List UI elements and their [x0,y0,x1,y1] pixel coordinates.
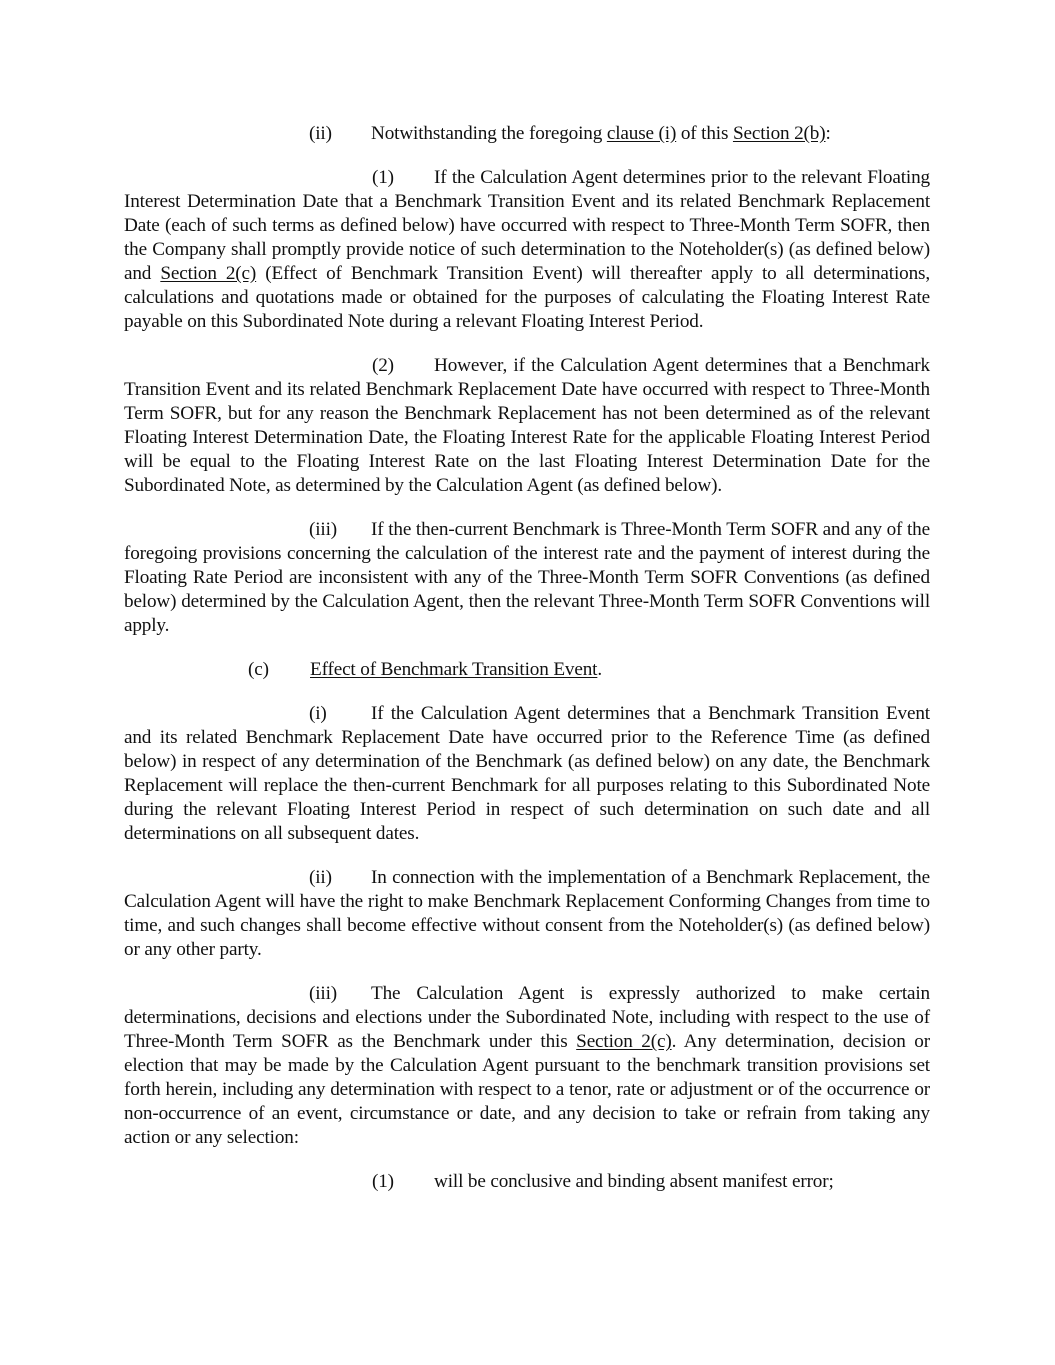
document-page [124,122,930,1194]
clause-marker: (c) [248,659,269,680]
clause-marker: (1) [372,167,394,188]
paragraph-c-iii: (iii) The Calculation Agent is expressly authorized to make certain determinations, decisions and elections under the Subordinated Note, including with respect to the use of Three-Month Term SOFR as the Benchmark under this Section 2(c). Any determination, decision or election that may be made by the Calculation Agent pursuant to the benchmark transition provisions set forth herein, including any determination with respect to a tenor, rate or adjustment or of the occurrence or non-occurrence of an event, circumstance or date, and any decision to take or refrain from taking any action or any selection: [124,983,930,1148]
clause-marker: (ii) [309,867,332,888]
clause-marker: (ii) [309,123,332,144]
clause-marker: (i) [309,703,327,724]
paragraph-c-i: (i) If the Calculation Agent determines that a Benchmark Transition Event and its related Benchmark Replacement Date have occurred prior to the Reference Time (as defined below) in respect of any determination of the Benchmark (as defined below) on any date, the Benchmark Replacement will replace the then-current Benchmark for all purposes relating to this Subordinated Note during the relevant Floating Interest Period in respect of such determination on such date and all determinations on all subsequent dates. [124,703,930,844]
clause-marker: (iii) [309,519,338,540]
section-heading-c: (c) Effect of Benchmark Transition Event. [248,659,602,680]
paragraph-b-ii: (ii) Notwithstanding the foregoing clause (i) of this Section 2(b): [309,123,831,144]
clause-marker: (iii) [309,983,338,1004]
paragraph-c-iii-1: (1) will be conclusive and binding absent manifest error; [372,1171,834,1192]
paragraph-c-ii: (ii) In connection with the implementation of a Benchmark Replacement, the Calculation Agent will have the right to make Benchmark Replacement Conforming Changes from time to time, and such changes shall become effective without consent from the Noteholder(s) (as defined below) or any other party. [124,867,930,960]
cross-reference-link[interactable]: Section 2(c) [576,1031,672,1052]
cross-reference-link[interactable]: Section 2(b) [732,123,826,144]
section-heading-title: Effect of Benchmark Transition Event [310,659,598,680]
paragraph-b-ii-2: (2) However, if the Calculation Agent determines that a Benchmark Transition Event and its related Benchmark Replacement Date have occurred with respect to Three-Month Term SOFR, but for any reason the Benchmark Replacement has not been determined as of the relevant Floating Interest Determination Date, the Floating Interest Rate for the applicable Floating Interest Period will be equal to the Floating Interest Rate on the last Floating Interest Determination Date for the Subordinated Note, as determined by the Calculation Agent (as defined below). [124,355,930,496]
cross-reference-link[interactable]: Section 2(c) [160,263,257,284]
paragraph-b-ii-1: (1) If the Calculation Agent determines prior to the relevant Floating Interest Determination Date that a Benchmark Transition Event and its related Benchmark Replacement Date (each of such terms as defined below) have occurred with respect to Three-Month Term SOFR, then the Company shall promptly provide notice of such determination to the Noteholder(s) (as defined below) and Section 2(c) (Effect of Benchmark Transition Event) will thereafter apply to all determinations, calculations and quotations made or obtained for the purposes of calculating the Floating Interest Rate payable on this Subordinated Note during a relevant Floating Interest Period. [124,167,930,332]
clause-marker: (2) [372,355,394,376]
cross-reference-link[interactable]: clause (i) [606,123,677,144]
paragraph-b-iii: (iii) If the then-current Benchmark is Three-Month Term SOFR and any of the foregoing provisions concerning the calculation of the interest rate and the payment of interest during the Floating Rate Period are inconsistent with any of the Three-Month Term SOFR Conventions (as defined below) determined by the Calculation Agent, then the relevant Three-Month Term SOFR Conventions will apply. [124,519,930,636]
clause-marker: (1) [372,1171,394,1192]
